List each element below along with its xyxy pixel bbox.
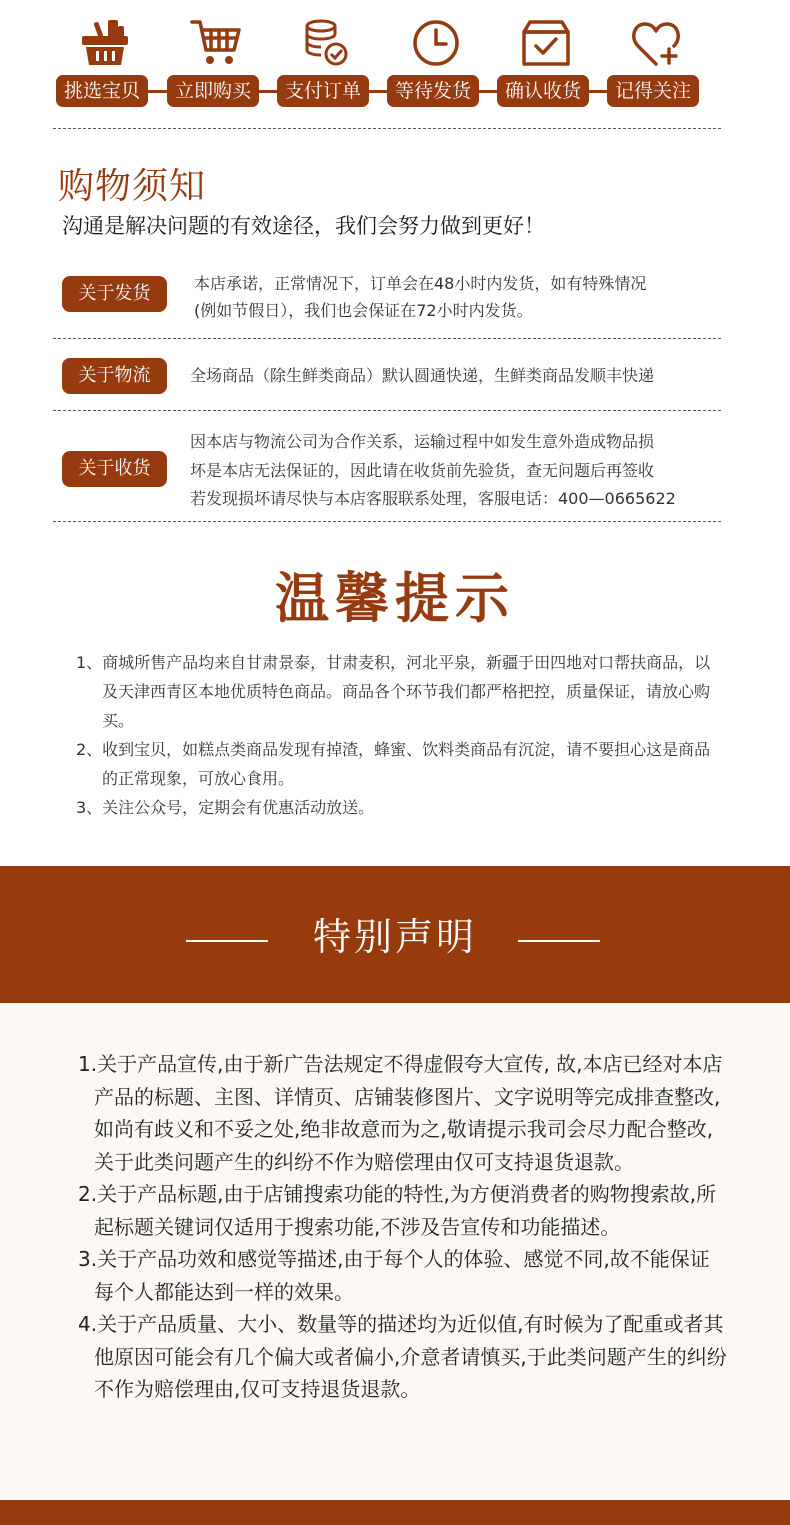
- purchase-steps: [0, 0, 790, 125]
- footer-bar: [0, 1500, 790, 1525]
- text-line: 本店承诺，正常情况下，订单会在48小时内发货，如有特殊情况: [194, 274, 647, 293]
- step-wait: [387, 12, 483, 112]
- basket-icon: [78, 16, 132, 70]
- divider: [53, 410, 721, 411]
- tips-list: [76, 648, 726, 822]
- text-line: 因本店与物流公司为合作关系，运输过程中如发生意外造成物品损: [190, 432, 655, 451]
- tag-logistics: 关于物流: [62, 358, 167, 394]
- statement-item: 4.关于产品质量、大小、数量等的描述均为近似值,有时候为了配重或者其他原因可能会有几个偏大或者偏小,介意者请慎买,于此类问题产生的纠纷不作为赔偿理由,仅可支持退货退款。: [78, 1312, 727, 1401]
- step-label: 确认收货: [497, 75, 589, 107]
- clock-icon: [409, 16, 463, 70]
- heart-plus-icon: [629, 16, 683, 70]
- tag-receiving: 关于收货: [62, 451, 167, 487]
- box-check-icon: [519, 16, 573, 70]
- banner-line-right: [518, 940, 600, 942]
- text-line: 全场商品（除生鲜类商品）默认圆通快递，生鲜类商品发顺丰快递: [190, 366, 655, 385]
- text-line: 坏是本店无法保证的，因此请在收货前先验货，查无问题后再签收: [190, 460, 655, 480]
- statement-item: 1.关于产品宣传,由于新广告法规定不得虚假夸大宣传, 故,本店已经对本店产品的标题、主图、详情页、店铺装修图片、文字说明等完成排查整改,如尚有歧义和不妥之处,绝非故意而为之,敬请提示我司会尽力配合整改,关于此类问题产生的纠纷不作为赔偿理由仅可支持退货退款。: [78, 1052, 723, 1174]
- step-confirm: [497, 12, 593, 112]
- text-line: 若发现损坏请尽快与本店客服联系处理，客服电话：400—0665622: [190, 489, 676, 508]
- step-label: 记得关注: [607, 75, 699, 107]
- statement-item: 3.关于产品功效和感觉等描述,由于每个人的体验、感觉不同,故不能保证每个人都能达到一样的效果。: [78, 1247, 710, 1304]
- step-follow: [607, 12, 703, 112]
- receiving-text: [190, 428, 730, 514]
- text-line: (例如节假日），我们也会保证在72小时内发货。: [194, 301, 533, 320]
- tip-item: 3、关注公众号，定期会有优惠活动放送。: [76, 798, 375, 817]
- step-label: 支付订单: [277, 75, 369, 107]
- step-buy: [167, 12, 263, 112]
- logistics-text: [190, 362, 730, 389]
- tag-shipping: 关于发货: [62, 276, 167, 312]
- notice-title: 购物须知: [58, 166, 207, 207]
- statement-list: [78, 1048, 728, 1406]
- step-label: 等待发货: [387, 75, 479, 107]
- tip-item: 1、商城所售产品均来自甘肃景泰，甘肃麦积，河北平泉，新疆于田四地对口帮扶商品，以及天津西青区本地优质特色商品。商品各个环节我们都严格把控，质量保证，请放心购买。: [76, 653, 711, 730]
- divider: [53, 338, 721, 339]
- tips-title: 温馨提示: [275, 566, 515, 630]
- step-label: 立即购买: [167, 75, 259, 107]
- statement-item: 2.关于产品标题,由于店铺搜索功能的特性,为方便消费者的购物搜索故,所起标题关键词仅适用于搜索功能,不涉及告宣传和功能描述。: [78, 1182, 717, 1239]
- statement-banner: [0, 866, 790, 1003]
- step-choose: [56, 12, 152, 112]
- divider: [53, 521, 721, 522]
- step-label: 挑选宝贝: [56, 75, 148, 107]
- coins-icon: [299, 16, 353, 70]
- notice-subtitle: 沟通是解决问题的有效途径，我们会努力做到更好！: [62, 214, 545, 238]
- step-pay: [277, 12, 373, 112]
- statement-title: 特别声明: [312, 915, 477, 959]
- shipping-text: [194, 270, 734, 324]
- tip-item: 2、收到宝贝，如糕点类商品发现有掉渣，蜂蜜、饮料类商品有沉淀，请不要担心这是商品的正常现象，可放心食用。: [76, 740, 711, 788]
- cart-icon: [189, 16, 243, 70]
- divider: [53, 128, 721, 129]
